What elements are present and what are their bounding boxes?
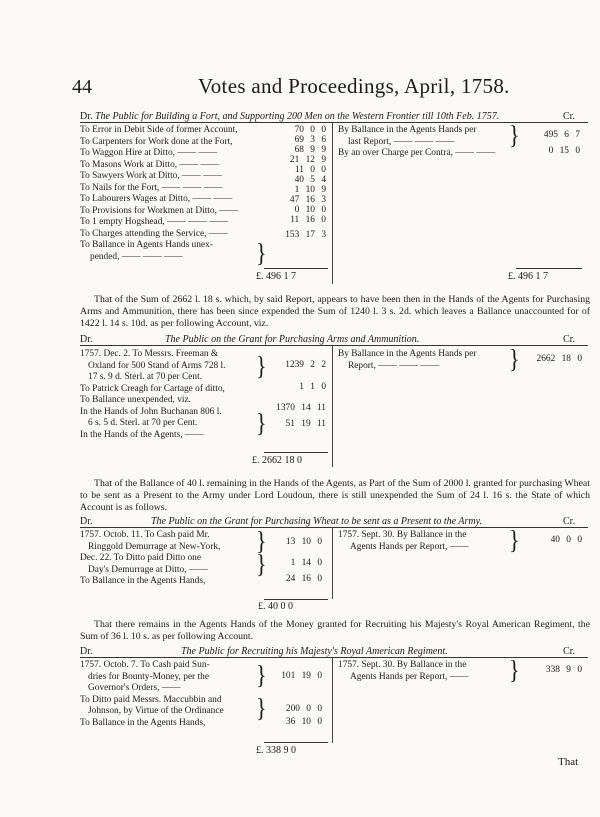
brace: } [509,343,520,374]
ledger-line: By Ballance in the Agents Hands per [338,125,477,135]
brace: } [509,524,520,555]
ledger-line: 1757. Octob. 11. To Cash paid Mr. [80,530,210,540]
ledger-line: To 1 empty Hogshead, —— —— —— [80,217,229,227]
ledger-line: To Error in Debit Side of former Account, [80,125,238,135]
section-4-debit-amounts [262,671,322,727]
brace: } [509,654,520,685]
ledger-line: Oxland for 500 Stand of Arms 728 l. [88,360,226,371]
ledger-line: To Ditto paid Messrs. Maccubbin and [80,694,222,705]
section-2-debit-amounts [266,360,326,429]
catchword: That [558,756,579,768]
amount: 40 5 4 [294,175,326,185]
section-1-debit-amounts [266,125,326,240]
section-2-credit-amount: 2662 18 0 [536,354,582,364]
ledger-line: To Ballance in Agents Hands unex- [80,240,213,250]
ledger-line: To Ballance unexpended, viz. [80,395,192,405]
total-rule [264,742,328,743]
section-1-divider [332,122,333,284]
total-rule [264,599,328,600]
amount: 11 0 0 [294,165,326,175]
section-2-title: The Public on the Grant for Purchasing Arms and Ammunition. [165,334,420,345]
amount: 70 0 0 [294,125,326,135]
brace: } [509,119,520,150]
ledger-line: 6 s. 5 d. Sterl. at 70 per Cent. [88,418,198,428]
amount: 153 17 3 [285,230,326,240]
section-1-heading [80,111,499,122]
page-title: Votes and Proceedings, April, 1758. [198,74,510,98]
section-4-credit-amount: 338 9 0 [545,665,582,675]
section-3-debit-amounts [262,537,322,584]
section-1-title: The Public for Building a Fort, and Supporting 200 Men on the Western Frontier till 10th Feb. 1757. [95,111,500,122]
total-rule [264,268,328,269]
ledger-line: To Carpenters for Work done at the Fort, [80,136,233,147]
section-2-dr: Dr. [80,334,93,345]
amount: 0 15 0 [548,146,580,156]
ledger-line: 1757. Sept. 30. By Ballance in the [338,660,467,670]
ledger-line: To Waggon Hire at Ditto, —— —— [80,148,218,158]
ledger-line: Dec. 22. To Ditto paid Ditto one [80,553,202,563]
section-2-heading [80,334,419,345]
section-2-divider [332,345,333,467]
paragraph-2: That of the Ballance of 40 l. remaining in the Hands of the Agents, as Part of the Sum of 2000 l. granted for purchasing Wheat to be sent as a Present to the Army under Lord Loudoun, there is still unexpended the Sum of 24 l. 16 s. the State of which Account is as follows. [80,478,590,513]
section-4-credit-labels [338,660,468,683]
ledger-line: Governor's Orders, —— [88,683,181,693]
ledger-line: 1757. Dec. 2. To Messrs. Freeman & [80,349,219,359]
section-3-credit-amount: 40 0 0 [550,535,582,545]
amount: 13 10 0 [285,537,322,547]
amount: 69 3 6 [294,135,326,145]
total-rule [264,452,328,453]
ledger-line: To Ballance in the Agents Hands, [80,717,206,728]
section-1-debit-labels [80,125,238,263]
brace: } [256,659,267,690]
ledger-line: dries for Bounty-Money, per the [88,671,209,682]
ledger-line: To Charges attending the Service, —— [80,228,228,239]
section-2-cr: Cr. [563,334,575,345]
amount: 1 10 9 [294,185,326,195]
brace: } [256,548,267,579]
amount: 1 14 0 [290,558,322,568]
section-4-dr: Dr. [80,646,93,657]
section-4-debit-labels [80,660,224,729]
section-4-divider [332,657,333,743]
paragraph-1: That of the Sum of 2662 l. 18 s. which, by said Report, appears to have been then in the Hands of the Agents for Purchasing Arms and Ammunition, there has been since expended the Sum of 1240 l. 3 s. 2d. which leaves a Ballance unaccounted for of 1422 l. 14 s. 10d. as per following Account, viz. [80,294,590,329]
amount: 68 9 9 [294,145,326,155]
amount: 51 19 11 [285,419,326,429]
ledger-line: To Sawyers Work at Ditto, —— —— [80,171,222,181]
ledger-line: To Ballance in the Agents Hands, [80,576,206,586]
section-2-credit-labels [338,349,477,372]
amount: 1 1 0 [299,382,326,392]
section-4-title: The Public for Recruiting his Majesty's Royal American Regiment. [181,646,448,657]
section-3-dr: Dr. [80,516,93,527]
section-3-cr: Cr. [563,516,575,527]
brace: } [256,692,267,723]
ledger-line: last Report, —— —— —— [348,136,455,147]
section-3-debit-total: £. 40 0 0 [258,601,293,612]
section-1-debit-total: £. 496 1 7 [256,271,296,282]
amount: 495 6 7 [543,130,580,140]
section-1-credit-amounts [520,130,580,156]
ledger-line: Agents Hands per Report, —— [350,541,469,552]
section-3-debit-labels [80,530,220,588]
brace: } [256,525,267,556]
ledger-line: In the Hands of John Buchanan 806 l. [80,406,222,417]
total-rule [516,268,582,269]
brace: } [256,237,267,268]
ledger-line: To Provisions for Workmen at Ditto, —— [80,205,239,216]
section-2-debit-labels [80,349,226,441]
section-1-credit-total: £. 496 1 7 [508,271,548,282]
ledger-line: Johnson, by Virtue of the Ordinance [88,706,224,716]
amount: 101 19 0 [281,671,322,681]
ledger-line: To Masons Work at Ditto, —— —— [80,159,220,170]
ledger-line: To Patrick Creagh for Cartage of ditto, [80,383,225,394]
ledger-line: Ringgold Demurrage at New-York, [88,541,221,552]
section-4-cr: Cr. [563,646,575,657]
ledger-line: To Nails for the Fort, —— —— —— [80,182,223,193]
section-3-heading [80,516,482,527]
section-2-debit-total: £. 2662 18 0 [252,455,302,466]
section-4-debit-total: £. 338 9 0 [256,745,296,756]
section-4-heading [80,646,448,657]
section-1-credit-labels [338,125,495,160]
brace: } [256,350,267,381]
ledger-line: pended, —— —— —— [90,251,183,262]
amount: 36 10 0 [285,717,322,727]
amount: 24 16 0 [285,574,322,584]
amount: 1370 14 11 [276,403,326,413]
section-3-divider [332,527,333,599]
ledger-line: Agents Hands per Report, —— [350,671,469,682]
brace: } [256,407,267,438]
ledger-line: By an over Charge per Contra, —— —— [338,148,496,158]
section-3-title: The Public on the Grant for Purchasing Wheat to be sent as a Present to the Army. [151,516,482,527]
amount: 11 16 0 [290,215,326,225]
amount: 1239 2 2 [285,360,326,370]
ledger-line: In the Hands of the Agents, —— [80,429,204,440]
amount: 0 10 0 [294,205,326,215]
page-number: 44 [72,76,92,98]
amount: 47 16 3 [289,195,326,205]
paragraph-3: That there remains in the Agents Hands of the Money granted for Recruiting his Majesty's Royal American Regiment, the Sum of 36 l. 10 s. as per following Account. [80,619,590,642]
ledger-line: By Ballance in the Agents Hands per [338,349,477,359]
amount: 21 12 9 [289,155,326,165]
section-3-credit-labels [338,530,468,553]
ledger-line: Report, —— —— —— [348,360,440,371]
section-1-cr: Cr. [563,111,575,122]
amount: 200 0 0 [285,704,322,714]
ledger-line: Day's Demurrage at Ditto, —— [88,564,208,575]
ledger-line: To Labourers Wages at Ditto, —— —— [80,194,233,204]
ledger-line: 1757. Octob. 7. To Cash paid Sun- [80,660,210,670]
ledger-line: 1757. Sept. 30. By Ballance in the [338,530,467,540]
section-1-dr: Dr. [80,111,93,122]
ledger-line: 17 s. 9 d. Sterl. at 70 per Cent. [88,372,203,382]
